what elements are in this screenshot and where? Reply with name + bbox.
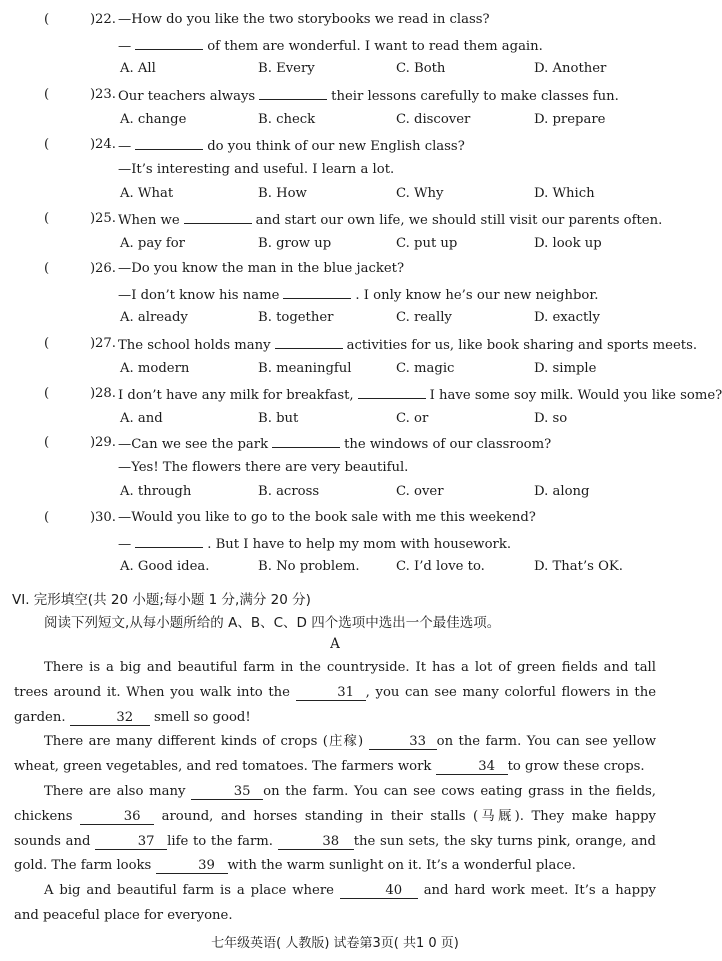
option-c: C. over [396, 484, 444, 499]
option-a: A. What [120, 186, 174, 201]
option-b: B. No problem. [258, 559, 360, 574]
option-d: D. along [534, 484, 590, 499]
blank-33: 33 [369, 734, 437, 750]
option-c: C. Both [396, 61, 446, 76]
question-text-line: —Yes! The flowers there are very beautiful. [118, 459, 409, 475]
answer-paren-open: ( [44, 211, 50, 226]
option-b: B. grow up [258, 235, 332, 251]
option-d: D. exactly [534, 310, 600, 325]
section-instruction: 阅读下列短文,从每小题所给的 A、B、C、D 四个选项中选出一个最佳选项。 [44, 615, 501, 631]
answer-paren-close: ) [90, 261, 96, 276]
blank-34: 34 [436, 759, 508, 775]
option-d: D. simple [534, 360, 597, 376]
question-number: 28. [95, 386, 116, 401]
option-d: D. prepare [534, 111, 606, 127]
passage-paragraph: A big and beautiful farm is a place where 40 and hard work meet. It’s a happy and peaceful place for everyone. [14, 883, 656, 923]
option-c: C. I’d love to. [396, 559, 485, 574]
option-d: D. look up [534, 235, 602, 251]
question-text-line: —It’s interesting and useful. I learn a lot. [118, 161, 395, 177]
option-a: A. and [120, 410, 163, 426]
answer-paren-open: ( [44, 336, 50, 351]
question-number: 22. [95, 12, 116, 27]
cloze-passage [14, 656, 656, 929]
question-number: 30. [95, 510, 116, 525]
passage-paragraph: There is a big and beautiful farm in the countryside. It has a lot of green fields and tall trees around it. When you walk into the 31 , you can see many colorful flowers in the garden. 32 smell so good! [14, 660, 656, 725]
answer-blank [135, 137, 203, 150]
blank-40: 40 [340, 883, 418, 899]
option-b: B. How [258, 186, 307, 201]
option-a: A. All [120, 61, 156, 76]
answer-paren-open: ( [44, 386, 50, 401]
option-c: C. really [396, 310, 452, 325]
answer-paren-close: ) [90, 510, 96, 525]
option-b: B. Every [258, 61, 315, 76]
answer-paren-close: ) [90, 12, 96, 27]
section-title: VI. 完形填空(共 20 小题;每小题 1 分,满分 20 分) [12, 592, 311, 608]
passage-paragraph: There are many different kinds of crops (庄稼) 33 on the farm. You can see yellow wheat, green vegetables, and red tomatoes. The farmers work 34 to grow these crops. [14, 734, 657, 775]
answer-paren-open: ( [44, 87, 50, 102]
option-c: C. Why [396, 186, 444, 201]
question-number: 23. [95, 87, 116, 102]
blank-31: 31 [296, 685, 366, 701]
question-text-line: The school holds many activities for us, like book sharing and sports meets. [118, 338, 698, 353]
page-footer: 七年级英语( 人教版) 试卷第3页( 共1 0 页) [211, 936, 459, 951]
option-d: D. Which [534, 186, 595, 201]
blank-32: 32 [70, 710, 150, 726]
option-a: A. already [120, 310, 188, 325]
question-text-line: I don’t have any milk for breakfast, I have some soy milk. Would you like some? [118, 388, 722, 403]
answer-blank [275, 336, 343, 349]
blank-37: 37 [95, 834, 167, 850]
answer-blank [283, 286, 351, 299]
question-text-line: —How do you like the two storybooks we read in class? [118, 12, 490, 27]
answer-blank [259, 87, 327, 100]
option-d: D. Another [534, 61, 607, 76]
question-text-line: —I don’t know his name . I only know he’s our new neighbor. [118, 287, 599, 303]
answer-paren-close: ) [90, 87, 96, 102]
answer-paren-open: ( [44, 510, 50, 525]
option-a: A. change [120, 111, 187, 127]
question-text-line: — do you think of our new English class? [118, 139, 465, 154]
answer-paren-close: ) [90, 137, 96, 152]
question-number: 25. [95, 211, 116, 226]
answer-blank [272, 435, 340, 448]
question-text-line: — of them are wonderful. I want to read them again. [118, 38, 543, 54]
answer-blank [184, 211, 252, 224]
answer-paren-open: ( [44, 261, 50, 276]
option-b: B. but [258, 410, 299, 426]
passage-paragraph: There are also many 35 on the farm. You can see cows eating grass in the fields, chickens 36 around, and horses standing in their stalls (马厩). They make happy sounds and 37 life to the farm. 38 the sun sets, the sky turns pink, orange, and gold. The farm looks 39 with the warm sunlight on it. It’s a wonderful place. [14, 783, 656, 874]
option-a: A. modern [120, 360, 190, 376]
question-text-line: When we and start our own life, we should still visit our parents often. [118, 213, 663, 228]
answer-blank [135, 535, 203, 548]
option-c: C. magic [396, 360, 455, 376]
answer-paren-close: ) [90, 386, 96, 401]
option-c: C. put up [396, 235, 458, 251]
question-text-line: —Can we see the park the windows of our classroom? [118, 437, 552, 452]
option-b: B. check [258, 111, 316, 127]
question-number: 29. [95, 435, 116, 450]
question-number: 26. [95, 261, 116, 276]
question-text-line: Our teachers always their lessons carefully to make classes fun. [118, 89, 619, 104]
answer-paren-close: ) [90, 435, 96, 450]
option-d: D. That’s OK. [534, 559, 623, 574]
question-text-line: — . But I have to help my mom with housework. [118, 536, 512, 552]
option-a: A. Good idea. [120, 559, 210, 574]
option-c: C. or [396, 410, 429, 426]
answer-blank [135, 37, 203, 50]
option-c: C. discover [396, 111, 471, 127]
answer-blank [358, 386, 426, 399]
blank-38: 38 [278, 834, 354, 850]
question-number: 27. [95, 336, 116, 351]
option-a: A. pay for [120, 235, 185, 251]
option-d: D. so [534, 410, 568, 426]
answer-paren-close: ) [90, 211, 96, 226]
question-number: 24. [95, 137, 116, 152]
blank-39: 39 [156, 858, 228, 874]
question-text-line: —Would you like to go to the book sale with me this weekend? [118, 510, 536, 525]
option-a: A. through [120, 484, 192, 499]
option-b: B. meaningful [258, 360, 352, 376]
option-b: B. together [258, 310, 334, 325]
blank-35: 35 [191, 784, 263, 800]
passage-label: A [330, 636, 340, 652]
question-text-line: —Do you know the man in the blue jacket? [118, 261, 405, 276]
blank-36: 36 [80, 809, 154, 825]
answer-paren-open: ( [44, 435, 50, 450]
answer-paren-close: ) [90, 336, 96, 351]
answer-paren-open: ( [44, 12, 50, 27]
option-b: B. across [258, 484, 320, 499]
answer-paren-open: ( [44, 137, 50, 152]
